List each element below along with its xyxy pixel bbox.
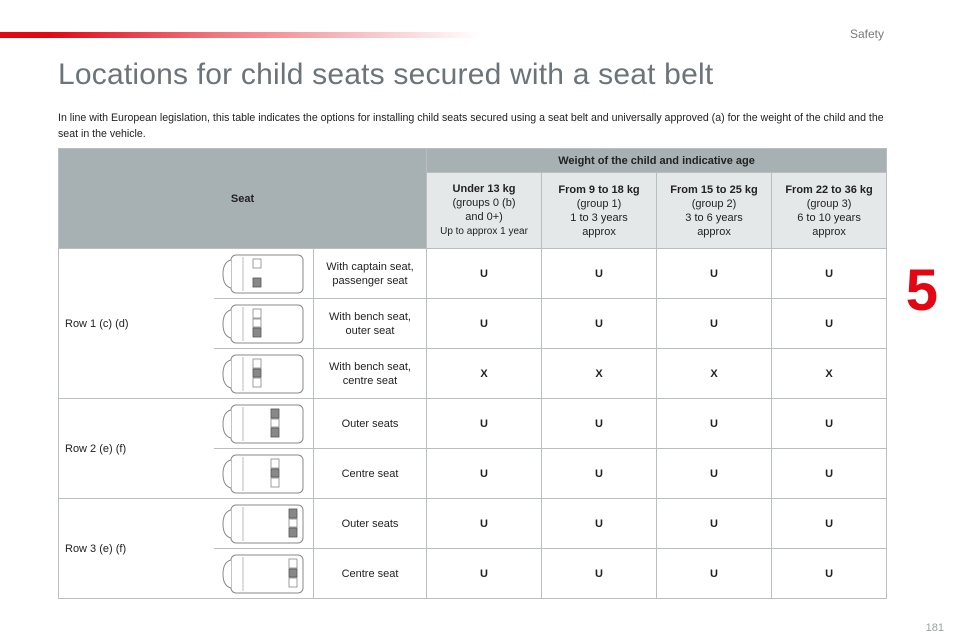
seat-position-text: Outer seats (341, 517, 399, 530)
weight-column-header (657, 173, 772, 249)
weight-range: From 9 to 18 kg (558, 183, 640, 196)
weight-range: Under 13 kg (452, 183, 516, 195)
table-row (59, 399, 887, 449)
age-text: approx (812, 225, 846, 238)
table-cell: U (772, 449, 887, 499)
age-text: 1 to 3 years (570, 211, 628, 224)
van-seat-diagram-icon (221, 402, 305, 446)
header-accent-bar (0, 32, 480, 38)
van-seat-diagram-icon (221, 252, 305, 296)
table-cell: U (772, 499, 887, 549)
table-cell: U (772, 549, 887, 599)
section-name: Safety (849, 27, 884, 41)
car-diagram (214, 499, 314, 549)
row-group-label: Row 1 (c) (d) (59, 249, 214, 399)
seat-position (314, 299, 427, 349)
table-cell: U (542, 499, 657, 549)
age-text: 3 to 6 years (685, 211, 743, 224)
car-diagram (214, 549, 314, 599)
van-seat-diagram-icon (221, 352, 305, 396)
table-cell: U (427, 249, 542, 299)
table-cell: U (542, 449, 657, 499)
seat-position (314, 549, 427, 599)
age-text: approx (697, 225, 731, 238)
table-cell: X (542, 349, 657, 399)
van-seat-diagram-icon (221, 502, 305, 546)
chapter-number: 5 (905, 258, 938, 323)
table-cell: U (542, 299, 657, 349)
page-title: Locations for child seats secured with a seat belt (58, 58, 714, 91)
seat-position-text: With captain seat, (326, 260, 414, 273)
table-cell: U (772, 299, 887, 349)
row-group-label: Row 3 (e) (f) (59, 499, 214, 599)
van-seat-diagram-icon (221, 302, 305, 346)
table-cell: X (772, 349, 887, 399)
car-diagram (214, 249, 314, 299)
row-group-label: Row 2 (e) (f) (59, 399, 214, 499)
table-cell: U (772, 249, 887, 299)
seat-position-text: Centre seat (341, 467, 399, 480)
seat-position-text: outer seat (345, 324, 395, 337)
weight-column-header (427, 173, 542, 249)
car-diagram (214, 299, 314, 349)
age-text: Up to approx 1 year (440, 226, 528, 237)
car-diagram (214, 349, 314, 399)
child-seat-table (58, 148, 887, 599)
car-diagram (214, 449, 314, 499)
table-cell: U (542, 549, 657, 599)
seat-position-text: Centre seat (341, 567, 399, 580)
table-cell: U (427, 549, 542, 599)
weight-column-header (772, 173, 887, 249)
table-cell: U (657, 399, 772, 449)
seat-position (314, 449, 427, 499)
seat-position-text: With bench seat, (329, 310, 411, 323)
table-cell: U (542, 399, 657, 449)
weight-range: From 22 to 36 kg (785, 183, 873, 196)
table-row (59, 499, 887, 549)
table-cell: X (657, 349, 772, 399)
table-cell: U (657, 299, 772, 349)
table-row (59, 249, 887, 299)
page-number: 181 (925, 622, 944, 634)
weight-column-header (542, 173, 657, 249)
group-text: (group 2) (691, 197, 737, 210)
weight-range: From 15 to 25 kg (670, 183, 758, 196)
table-cell: U (427, 299, 542, 349)
seat-position (314, 349, 427, 399)
seat-position-text: With bench seat, (329, 360, 411, 373)
car-diagram (214, 399, 314, 449)
table-cell: X (427, 349, 542, 399)
table-cell: U (427, 499, 542, 549)
table-cell: U (657, 449, 772, 499)
seat-header: Seat (59, 149, 427, 249)
table-cell: U (657, 499, 772, 549)
seat-position-text: passenger seat (332, 274, 408, 287)
seat-position (314, 249, 427, 299)
age-text: 6 to 10 years (797, 211, 861, 224)
table-cell: U (427, 399, 542, 449)
seat-position-text: centre seat (342, 374, 398, 387)
seat-position (314, 499, 427, 549)
group-text: and 0+) (465, 211, 503, 223)
van-seat-diagram-icon (221, 452, 305, 496)
table-cell: U (657, 249, 772, 299)
intro-paragraph: In line with European legislation, this table indicates the options for installing child seats secured using a seat belt and universally approved (a) for the weight of the child and the seat in the vehicle. (58, 112, 884, 140)
table-cell: U (657, 549, 772, 599)
seat-position-text: Outer seats (341, 417, 399, 430)
table-cell: U (427, 449, 542, 499)
group-text: (group 1) (576, 197, 622, 210)
group-text: (groups 0 (b) (452, 197, 516, 209)
group-text: (group 3) (806, 197, 852, 210)
van-seat-diagram-icon (221, 552, 305, 596)
seat-position (314, 399, 427, 449)
table-cell: U (772, 399, 887, 449)
weight-header: Weight of the child and indicative age (427, 149, 887, 173)
table-cell: U (542, 249, 657, 299)
age-text: approx (582, 225, 616, 238)
